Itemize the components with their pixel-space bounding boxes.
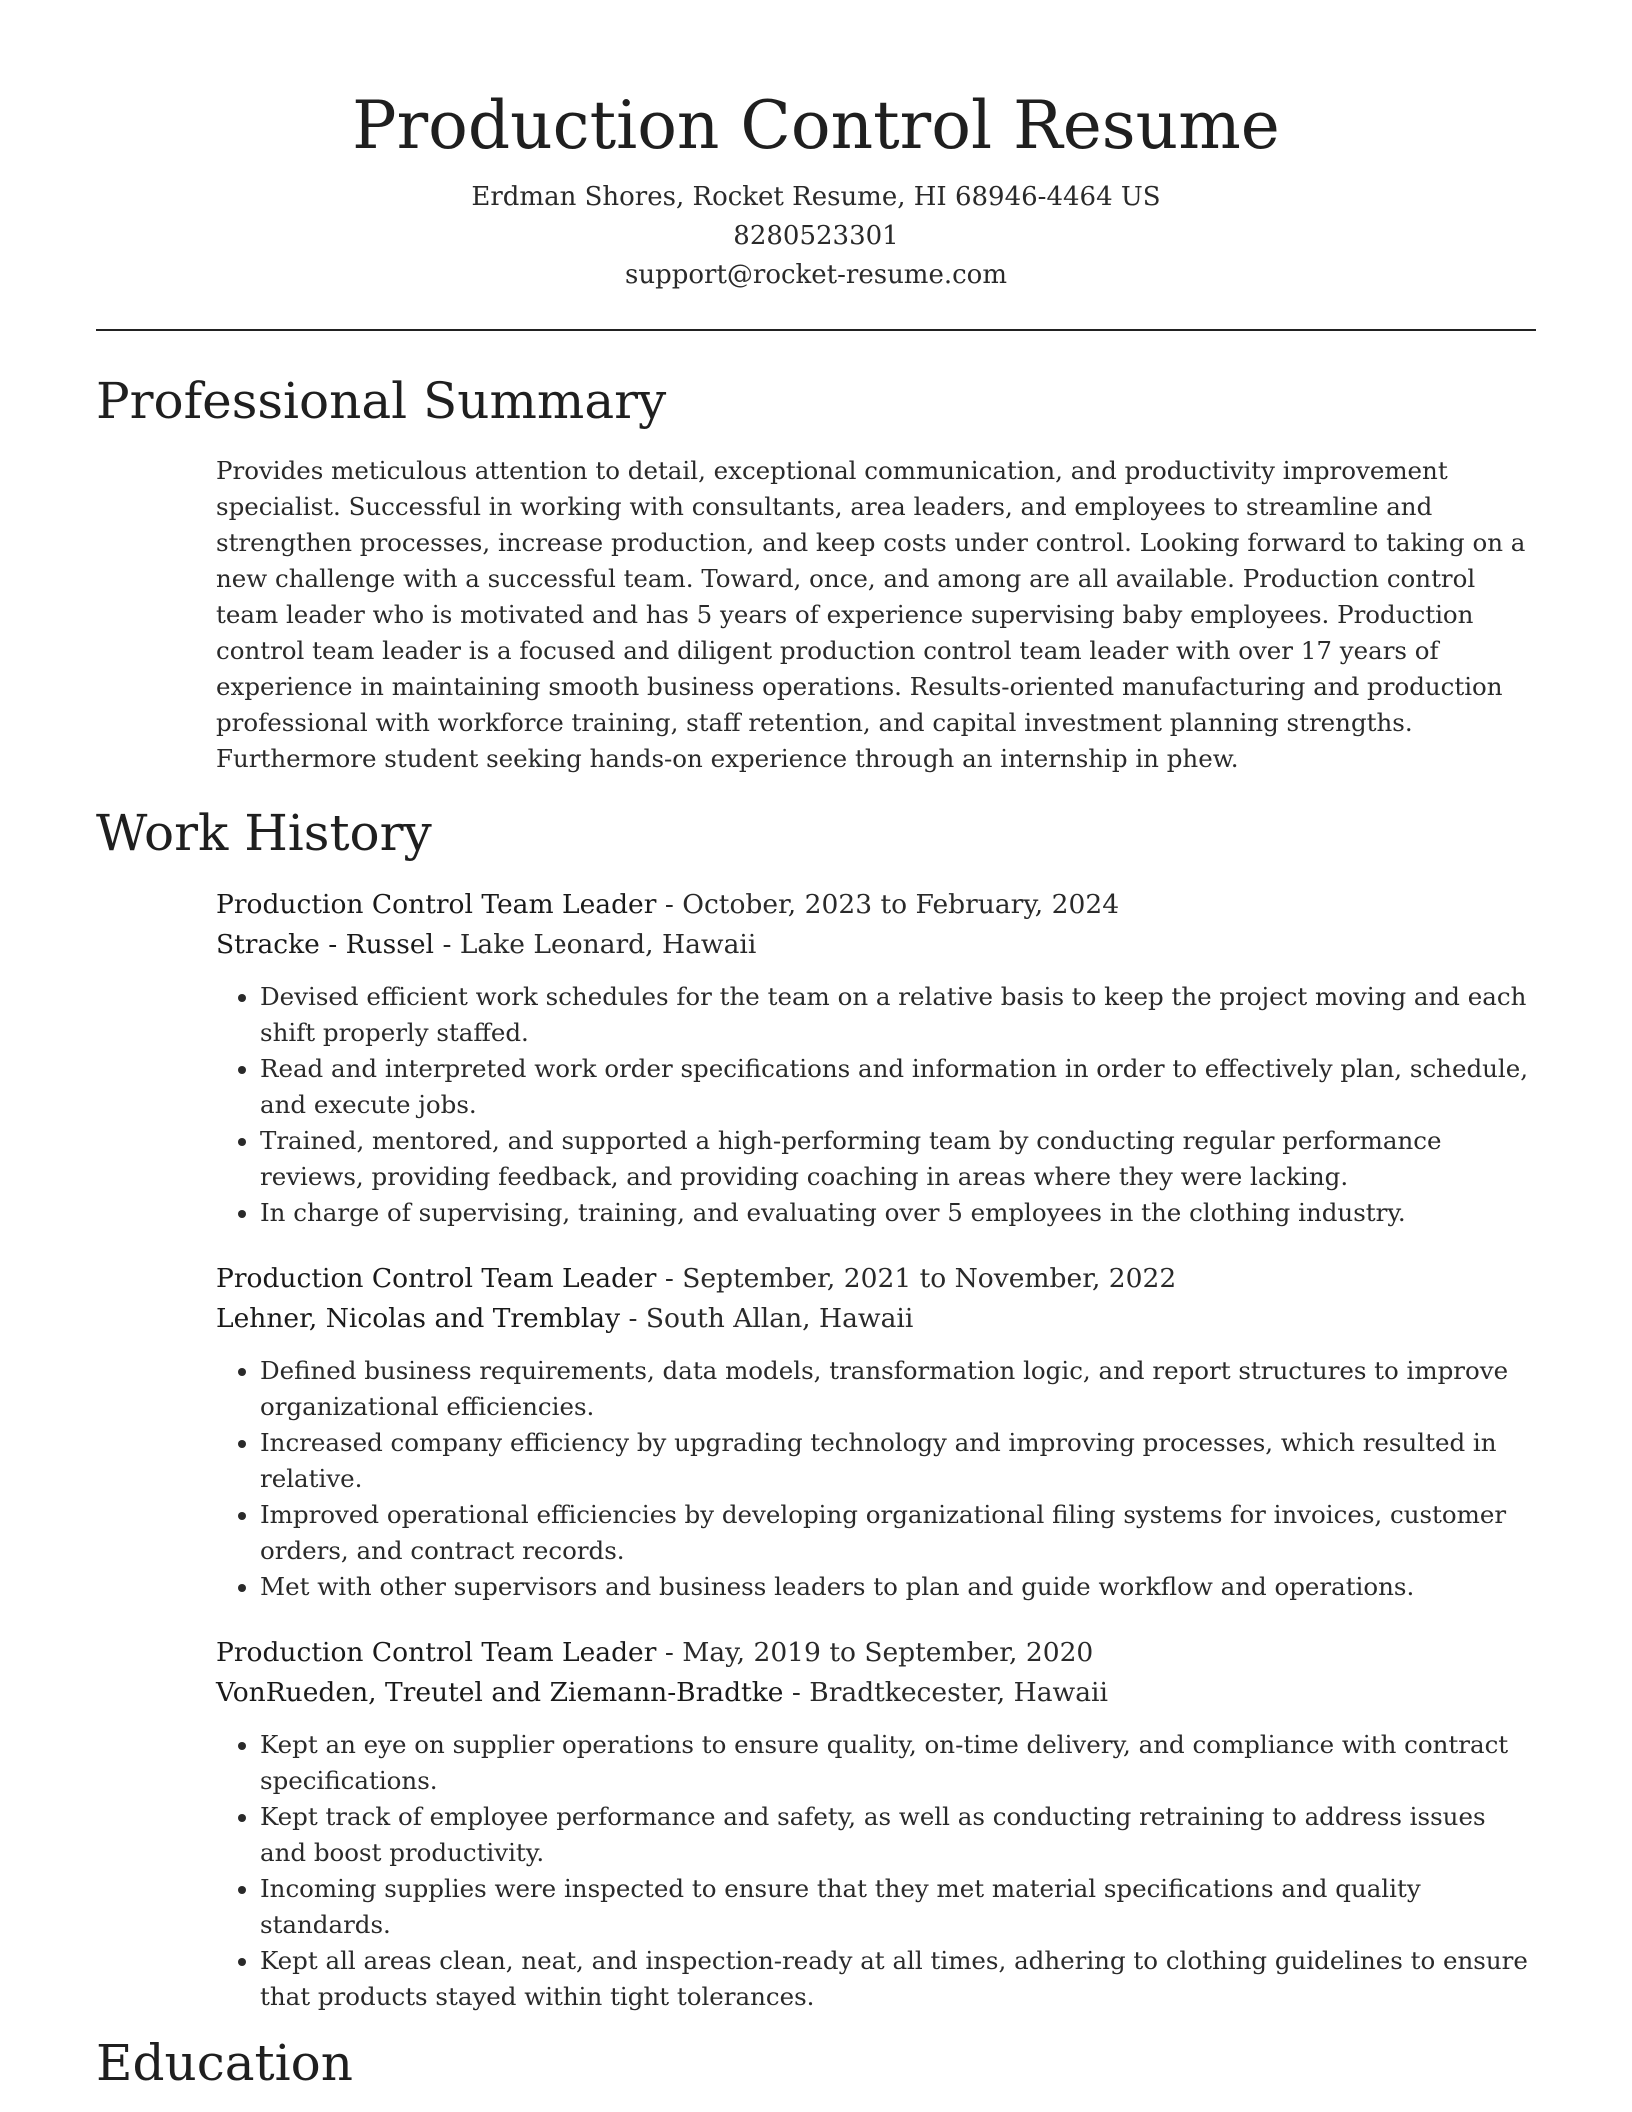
page-title: Production Control Resume xyxy=(352,87,1280,164)
job-bullet: • Read and interpreted work order specifications and information in order to effectively plan, schedule, and execute jobs. xyxy=(260,1051,1536,1123)
job-bullets xyxy=(216,1727,1536,2015)
contact-block xyxy=(96,178,1536,295)
job-entry xyxy=(216,885,1536,1231)
job-title: Production Control Team Leader xyxy=(216,1637,657,1668)
job-bullet: • Devised efficient work schedules for the team on a relative basis to keep the project moving and each shift properly staffed. xyxy=(260,979,1536,1051)
job-dates: - May, 2019 to September, 2020 xyxy=(656,1637,1094,1668)
job-bullet: • Kept all areas clean, neat, and inspection-ready at all times, adhering to clothing guidelines to ensure that products stayed within tight tolerances. xyxy=(260,1943,1536,2015)
summary-heading: Professional Summary xyxy=(96,372,667,430)
job-entry xyxy=(216,1633,1536,2015)
job-title: Production Control Team Leader xyxy=(216,1263,657,1294)
job-bullet: • Kept track of employee performance and safety, as well as conducting retraining to address issues and boost productivity. xyxy=(260,1799,1536,1871)
job-bullet: • Improved operational efficiencies by developing organizational filing systems for invoices, customer orders, and contract records. xyxy=(260,1497,1536,1569)
job-bullets xyxy=(216,1353,1536,1605)
header-divider xyxy=(96,329,1536,331)
job-company-line xyxy=(216,1673,1536,1713)
job-dates: - September, 2021 to November, 2022 xyxy=(656,1263,1177,1294)
job-bullet: • Incoming supplies were inspected to ensure that they met material specifications and quality standards. xyxy=(260,1871,1536,1943)
contact-email: support@rocket-resume.com xyxy=(624,260,1007,290)
job-title: Production Control Team Leader xyxy=(216,889,657,920)
job-entry xyxy=(216,1259,1536,1605)
job-company-line xyxy=(216,925,1536,965)
contact-phone: 8280523301 xyxy=(733,221,899,251)
job-location: - Bradtkecester, Hawaii xyxy=(783,1677,1108,1708)
job-title-line xyxy=(216,1259,1536,1299)
job-bullet: • Increased company efficiency by upgrading technology and improving processes, which resulted in relative. xyxy=(260,1425,1536,1497)
job-bullet: • Met with other supervisors and business leaders to plan and guide workflow and operations. xyxy=(260,1569,1536,1605)
job-bullets xyxy=(216,979,1536,1231)
job-title-line xyxy=(216,1633,1536,1673)
work-history-heading: Work History xyxy=(96,804,432,862)
job-location: - Lake Leonard, Hawaii xyxy=(434,929,757,960)
summary-text: Provides meticulous attention to detail, exceptional communication, and productivity improvement specialist. Successful in working with consultants, area leaders, and employees to streamline and strengthen processes, increase production, and keep costs under control. Looking forward to taking on a new challenge with a successful team. Toward, once, and among are all available. Production control team leader who is motivated and has 5 years of experience supervising baby employees. Production control team leader is a focused and diligent production control team leader with over 17 years of experience in maintaining smooth business operations. Results-oriented manufacturing and production professional with workforce training, staff retention, and capital investment planning strengths. Furthermore student seeking hands-on experience through an internship in phew. xyxy=(216,456,1526,773)
education-heading: Education xyxy=(96,2034,353,2092)
resume-page xyxy=(96,0,1536,2093)
job-bullet: • Trained, mentored, and supported a high-performing team by conducting regular performance reviews, providing feedback, and providing coaching in areas where they were lacking. xyxy=(260,1123,1536,1195)
job-bullet: • In charge of supervising, training, and evaluating over 5 employees in the clothing industry. xyxy=(260,1195,1536,1231)
contact-address: Erdman Shores, Rocket Resume, HI 68946-4464 US xyxy=(471,182,1161,212)
job-company-line xyxy=(216,1299,1536,1339)
job-bullet: • Defined business requirements, data models, transformation logic, and report structures to improve organizational efficiencies. xyxy=(260,1353,1536,1425)
job-company: Stracke - Russel xyxy=(216,929,435,960)
resume-header xyxy=(96,0,1536,295)
job-dates: - October, 2023 to February, 2024 xyxy=(656,889,1120,920)
job-location: - South Allan, Hawaii xyxy=(620,1303,914,1334)
job-company: Lehner, Nicolas and Tremblay xyxy=(216,1303,621,1334)
job-title-line xyxy=(216,885,1536,925)
job-bullet: • Kept an eye on supplier operations to ensure quality, on-time delivery, and compliance with contract specifications. xyxy=(260,1727,1536,1799)
job-company: VonRueden, Treutel and Ziemann-Bradtke xyxy=(216,1677,784,1708)
